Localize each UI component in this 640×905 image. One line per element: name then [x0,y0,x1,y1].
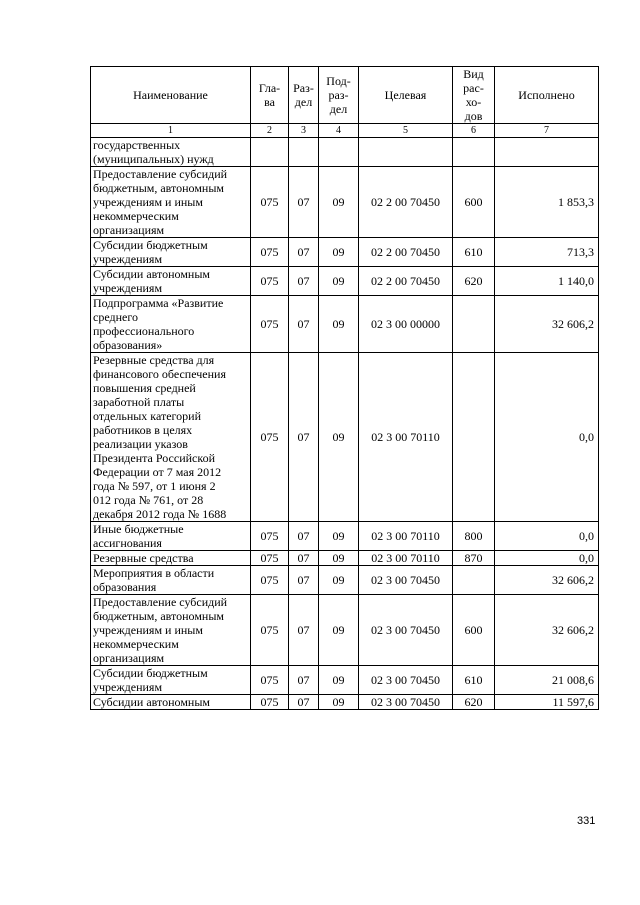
cell-razdel: 07 [289,267,319,296]
cell-razdel: 07 [289,167,319,238]
cell-vid [453,296,495,353]
table-row [91,238,599,267]
cell-podrazdel: 09 [319,666,359,695]
cell-glava: 075 [251,566,289,595]
cell-name: Субсидии автономным [91,695,251,710]
cell-amount: 0,0 [495,551,599,566]
cell-amount: 0,0 [495,353,599,522]
cell-glava: 075 [251,595,289,666]
header-vid: Вид рас- хо- дов [453,67,495,124]
cell-amount: 32 606,2 [495,595,599,666]
cell-razdel: 07 [289,595,319,666]
cell-name: Мероприятия в области образования [91,566,251,595]
cell-razdel: 07 [289,238,319,267]
cell-podrazdel [319,138,359,167]
column-number: 3 [289,124,319,138]
header-glava: Гла- ва [251,67,289,124]
budget-table [90,66,599,710]
cell-target: 02 3 00 70110 [359,551,453,566]
cell-razdel: 07 [289,666,319,695]
cell-target: 02 3 00 70110 [359,353,453,522]
cell-glava: 075 [251,296,289,353]
column-number: 2 [251,124,289,138]
header-target: Целевая [359,67,453,124]
cell-name: Подпрограмма «Развитие среднего профессионального образования» [91,296,251,353]
table-row [91,296,599,353]
cell-target [359,138,453,167]
table-row [91,695,599,710]
cell-razdel: 07 [289,551,319,566]
cell-vid: 600 [453,595,495,666]
header-razdel: Раз- дел [289,67,319,124]
cell-vid: 610 [453,666,495,695]
cell-razdel: 07 [289,566,319,595]
cell-vid: 610 [453,238,495,267]
cell-razdel [289,138,319,167]
cell-amount: 713,3 [495,238,599,267]
table-row [91,138,599,167]
cell-vid [453,566,495,595]
cell-razdel: 07 [289,522,319,551]
column-number: 4 [319,124,359,138]
cell-vid: 870 [453,551,495,566]
cell-target: 02 2 00 70450 [359,238,453,267]
cell-target: 02 3 00 70450 [359,595,453,666]
cell-name: Резервные средства [91,551,251,566]
cell-razdel: 07 [289,695,319,710]
cell-target: 02 3 00 00000 [359,296,453,353]
cell-amount: 1 853,3 [495,167,599,238]
cell-glava: 075 [251,353,289,522]
table-row [91,551,599,566]
cell-amount: 32 606,2 [495,296,599,353]
cell-podrazdel: 09 [319,353,359,522]
cell-podrazdel: 09 [319,595,359,666]
cell-podrazdel: 09 [319,551,359,566]
cell-glava [251,138,289,167]
cell-podrazdel: 09 [319,522,359,551]
cell-name: Субсидии бюджетным учреждениям [91,238,251,267]
header-podrazdel: Под- раз- дел [319,67,359,124]
cell-glava: 075 [251,238,289,267]
cell-vid: 620 [453,267,495,296]
cell-name: Предоставление субсидий бюджетным, автономным учреждениям и иным некоммерческим организациям [91,167,251,238]
cell-vid [453,138,495,167]
header-done: Исполнено [495,67,599,124]
cell-target: 02 3 00 70450 [359,695,453,710]
cell-glava: 075 [251,666,289,695]
cell-podrazdel: 09 [319,167,359,238]
cell-name: Резервные средства для финансового обеспечения повышения средней заработной платы отдельных категорий работников в целях реализации указов Президента Российской Федерации от 7 мая 2012 года № 597, от 1 июня 2 012 года № 761, от 28 декабря 2012 года № 1688 [91,353,251,522]
cell-target: 02 3 00 70110 [359,522,453,551]
cell-amount [495,138,599,167]
table-row [91,666,599,695]
table-row [91,566,599,595]
cell-vid: 600 [453,167,495,238]
table-row [91,595,599,666]
cell-glava: 075 [251,267,289,296]
page-number: 331 [577,815,596,827]
cell-amount: 21 008,6 [495,666,599,695]
cell-podrazdel: 09 [319,296,359,353]
cell-glava: 075 [251,695,289,710]
cell-target: 02 3 00 70450 [359,566,453,595]
cell-glava: 075 [251,551,289,566]
cell-target: 02 2 00 70450 [359,267,453,296]
table-row [91,167,599,238]
table-row [91,353,599,522]
cell-name: Субсидии автономным учреждениям [91,267,251,296]
cell-vid [453,353,495,522]
cell-amount: 1 140,0 [495,267,599,296]
cell-podrazdel: 09 [319,566,359,595]
column-number: 7 [495,124,599,138]
cell-podrazdel: 09 [319,695,359,710]
cell-name: Иные бюджетные ассигнования [91,522,251,551]
cell-amount: 0,0 [495,522,599,551]
cell-podrazdel: 09 [319,238,359,267]
table-row [91,522,599,551]
cell-target: 02 2 00 70450 [359,167,453,238]
cell-vid: 620 [453,695,495,710]
cell-glava: 075 [251,167,289,238]
cell-target: 02 3 00 70450 [359,666,453,695]
cell-glava: 075 [251,522,289,551]
cell-amount: 11 597,6 [495,695,599,710]
cell-name: государственных (муниципальных) нужд [91,138,251,167]
cell-name: Предоставление субсидий бюджетным, автономным учреждениям и иным некоммерческим организациям [91,595,251,666]
cell-razdel: 07 [289,353,319,522]
cell-name: Субсидии бюджетным учреждениям [91,666,251,695]
cell-razdel: 07 [289,296,319,353]
cell-vid: 800 [453,522,495,551]
cell-podrazdel: 09 [319,267,359,296]
header-name: Наименование [91,67,251,124]
column-number: 6 [453,124,495,138]
cell-amount: 32 606,2 [495,566,599,595]
column-number: 1 [91,124,251,138]
column-number: 5 [359,124,453,138]
table-row [91,267,599,296]
